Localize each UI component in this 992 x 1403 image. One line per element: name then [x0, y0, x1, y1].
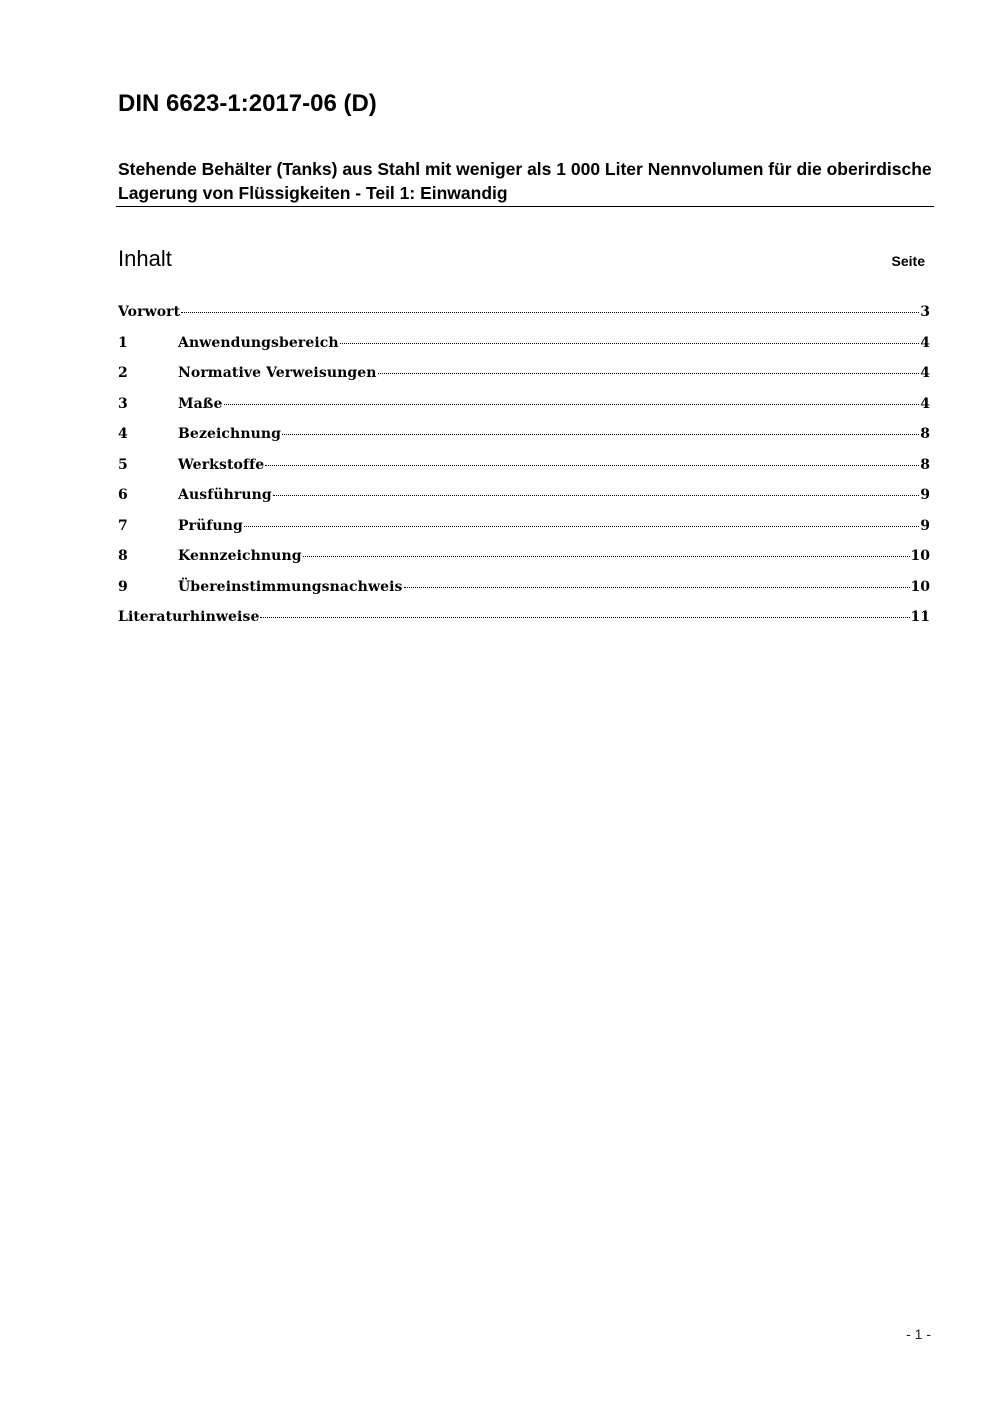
toc-entry-number: 4: [118, 426, 128, 442]
toc-dot-leader: [244, 526, 919, 527]
toc-entry-title: Werkstoffe: [178, 456, 265, 473]
toc-entry-page: 9: [920, 487, 930, 503]
toc-dot-leader: [340, 343, 920, 344]
toc-entry-page: 10: [910, 578, 930, 595]
toc-entry-title: Normative Verweisungen: [178, 365, 377, 381]
toc-entry-page: 4: [920, 334, 930, 351]
toc-entry-literaturhinweise[interactable]: [118, 605, 930, 636]
toc-entry-title: Maße: [178, 395, 223, 412]
toc-entry-page: 8: [920, 456, 930, 473]
toc-entry-title: Vorwort: [118, 304, 181, 320]
toc-dot-leader: [260, 617, 909, 618]
toc-dot-leader: [303, 556, 910, 557]
toc-entry-masse[interactable]: [118, 392, 930, 423]
toc-dot-leader: [404, 587, 910, 588]
toc-entry-title: Ausführung: [178, 487, 272, 503]
toc-entry-page: 11: [910, 609, 930, 625]
toc-entry-werkstoffe[interactable]: [118, 453, 930, 484]
toc-entry-number: 7: [118, 517, 128, 534]
toc-entry-number: 5: [118, 456, 128, 473]
toc-dot-leader: [273, 495, 919, 496]
toc-dot-leader: [378, 373, 920, 374]
toc-entry-page: 4: [920, 365, 930, 381]
toc-dot-leader: [224, 404, 920, 405]
table-of-contents: [118, 300, 930, 636]
toc-heading: Inhalt: [118, 246, 172, 271]
document-subtitle: Stehende Behälter (Tanks) aus Stahl mit weniger als 1 000 Liter Nennvolumen für die oberirdische Lagerung von Flüssigkeiten - Teil 1: Einwandig: [118, 159, 932, 203]
toc-entry-pruefung[interactable]: [118, 514, 930, 545]
toc-entry-page: 8: [920, 426, 930, 442]
subtitle-divider: [116, 206, 934, 207]
toc-page-column-label: Seite: [891, 253, 925, 269]
toc-entry-anwendungsbereich[interactable]: [118, 331, 930, 362]
toc-entry-page: 10: [910, 548, 930, 564]
toc-entry-number: 6: [118, 487, 128, 503]
toc-entry-page: 3: [920, 304, 930, 320]
toc-entry-title: Literaturhinweise: [118, 609, 260, 625]
toc-dot-leader: [282, 434, 919, 435]
toc-entry-uebereinstimmungsnachweis[interactable]: [118, 575, 930, 606]
toc-entry-ausfuehrung[interactable]: [118, 483, 930, 514]
toc-entry-title: Prüfung: [178, 517, 243, 534]
toc-entry-number: 8: [118, 548, 128, 564]
toc-entry-title: Bezeichnung: [178, 426, 282, 442]
toc-dot-leader: [265, 465, 919, 466]
toc-entry-number: 1: [118, 334, 128, 351]
toc-entry-number: 3: [118, 395, 128, 412]
toc-entry-title: Übereinstimmungsnachweis: [178, 578, 403, 595]
toc-entry-page: 9: [920, 517, 930, 534]
toc-entry-vorwort[interactable]: [118, 300, 930, 331]
toc-entry-number: 9: [118, 578, 128, 595]
toc-entry-normative-verweisungen[interactable]: [118, 361, 930, 392]
toc-entry-bezeichnung[interactable]: [118, 422, 930, 453]
toc-entry-title: Anwendungsbereich: [178, 334, 339, 351]
document-title: DIN 6623-1:2017-06 (D): [118, 90, 377, 117]
page-number: - 1 -: [906, 1326, 931, 1342]
toc-entry-title: Kennzeichnung: [178, 548, 302, 564]
toc-entry-kennzeichnung[interactable]: [118, 544, 930, 575]
toc-entry-number: 2: [118, 365, 128, 381]
toc-entry-page: 4: [920, 395, 930, 412]
toc-dot-leader: [181, 312, 919, 313]
